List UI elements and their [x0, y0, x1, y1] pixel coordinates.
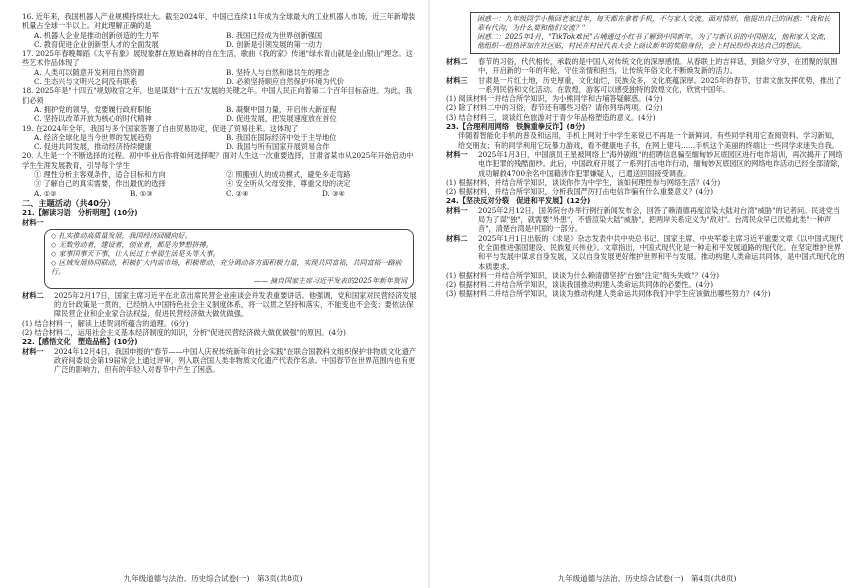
- material-text: 2025年2月12日，国务院台办举行例行新闻发布会，回答了赖清德再度渲染大陆对台湾"威胁"的记者问。民进党当局为了谋"独"，就需要"外患"，不惜渲染大陆"威胁"，把两岸关系定义为"敌对"。台湾民众早已厌倦此类"一种声音"，清楚台湾是中国的一部分。: [478, 205, 841, 234]
- option-b: B. 凝聚中国力量，开启伟大新征程: [226, 104, 337, 114]
- confusion-1: 困惑一：九年级同学小熊回老家过年，每天都在拿着手机，不与家人交流。面对情形，他提出自己的困惑："我和长辈有代沟，为什么要和他们交流？": [477, 15, 831, 32]
- question-stem: 17. 2025年春晚舞蹈《太平有象》展现象群在原始森林的自在生活，歌曲《我的家》传递"绿水青山就是金山银山"理念。这些艺术作品体现了: [22, 49, 413, 68]
- option-c: C. ②④: [226, 188, 249, 198]
- material-2: [22, 291, 418, 319]
- question-title: 21.【解读习语 分析明理】(10分): [22, 208, 138, 218]
- page-4: [434, 0, 860, 588]
- sub-question-1: (1) 根据材料，并结合所学知识，谈谈你作为中学生，该如何理性参与网络生活？(4分): [446, 177, 721, 187]
- material-1: [446, 150, 846, 178]
- material-label: 材料一: [22, 217, 44, 227]
- material-1: [22, 218, 418, 227]
- question-17: [22, 49, 418, 86]
- quote-line: ◇ 区域发展协同联动，积极扩大内需市场，积极带动，充分调动各方面积极力量，实现共同富裕，共同富裕一路前行。: [51, 258, 402, 276]
- quote-line: ◇ 家事国事天下事，让人民过上幸福生活是头等大事。: [51, 249, 220, 258]
- material-1: [446, 206, 846, 234]
- option-c: C. 教育促进企业创新型人才的全面发展: [34, 39, 159, 49]
- sub-question-1: (1) 结合材料一，解读上述贺词所蕴含的道理。(6分): [22, 318, 189, 328]
- material-text: 春节的习俗，代代相传，承载的是中国人对传统文化的深厚感情。从春联上的吉祥话，到除夕守岁，在团聚的氛围中，开启新的一年的年轮，守住亲情和担当，让传统年俗文化不断焕发新的活力。: [478, 57, 838, 76]
- option-b: B. 坚持人与自然和谐共生的理念: [226, 67, 330, 77]
- option-b: B. ①③: [130, 188, 153, 198]
- question-stem: 18. 2025年是"十四五"规划收官之年，也是谋划"十五五"发展的关键之年。中国人民正向着第二个百年目标奋进。为此，我们必须: [22, 86, 413, 105]
- question-24: [446, 196, 846, 298]
- confusion-box: [470, 12, 840, 54]
- material-1: [22, 347, 418, 375]
- material-label: 材料二: [446, 57, 468, 66]
- option-a: A. ①②: [34, 188, 57, 198]
- page-footer: 九年级道德与法治、历史综合试卷(一) 第4页(共8页): [557, 574, 737, 583]
- option-a: A. 人类可以随意开发利用自然资源: [34, 67, 145, 77]
- material-label: 材料三: [446, 75, 468, 85]
- question-stem: 20. 人生是一个不断选择的过程。初中毕业后你将如何选择呢？面对人生这一次重要选择，甘肃省某市从2025年开始启动中学生生涯发展教育，引导每个学生: [22, 151, 414, 170]
- statement-3: ③ 了解自己的真实需要，作出最优的选择: [34, 179, 166, 189]
- material-text: 2025年1月3日，中国演员王星被网络上"海外剧组"的招聘信息骗至缅甸妙瓦底园区进行电诈培训，再次揭开了网络电诈犯罪的残酷面纱。此后，中国政府开展了一系列打击电诈行动，缅甸妙瓦底园区的网络电诈活动已经全部清除，成功解救4700余名中国籍涉诈犯罪嫌疑人，已遣送回国接受调查。: [478, 149, 845, 178]
- option-a: A. 机器人企业是推动创新创造的生力军: [34, 30, 159, 40]
- material-2: [446, 234, 846, 271]
- material-2: [446, 57, 846, 76]
- page-divider: [428, 0, 430, 588]
- options-row: [22, 68, 418, 77]
- material-label: 材料二: [446, 233, 468, 243]
- statement-4: ④ 安全听从父母安排，尊重父母的决定: [226, 179, 351, 189]
- option-b: B. 我国在国际经济中处于主导地位: [226, 132, 337, 142]
- option-d: D. 创新是引领发展的第一动力: [226, 39, 323, 49]
- question-21: [22, 208, 418, 337]
- question-22: [22, 337, 418, 374]
- page-4-content: [446, 12, 846, 299]
- quote-box: [44, 229, 414, 289]
- confusion-2: 困惑二：2025年1月，"TikTok难民"古埔通过小红书了解到中国新年。为了与新认识的中国朋友，他和家人交流，他组织一组热评加在社区贴，村民在村民代表大会上商议新年的奖励身份，会上村民纷纷表达自己的想法。: [477, 33, 831, 50]
- question-19: [22, 124, 418, 152]
- options-row: [22, 133, 418, 142]
- quote-source: —— 摘自国家主席习近平发表的2025年新年贺词: [253, 276, 407, 285]
- material-text: 甘肃是一片红土地，历史厚重，文化灿烂，民族众多，文化底蕴深厚。2025年的春节，甘肃文旅发挥优势，推出了一系列民俗和文化活动。在敦煌，游客可以感受独特的敦煌文化，欣赏中国年。: [478, 75, 842, 94]
- statements-row: [22, 179, 418, 188]
- question-title: 22.【感悟文化 塑造品格】(10分): [22, 337, 138, 347]
- option-b: B. 我国已经成为世界创新强国: [226, 30, 323, 40]
- option-d: D. ③④: [322, 188, 345, 198]
- option-d: D. 促进发展，把发展速度放在首位: [226, 114, 337, 124]
- page-3-content: [22, 12, 418, 375]
- material-text: 2025年1月1日出版的《求是》杂志发表中共中央总书记、国家主席、中央军委主席习近平重要文章《以中国式现代化全面推进强国建设、民族复兴伟业》。文章指出，中国式现代化是一种走和平发展道路的现代化。在坚定维护世界和平与发展中谋求自身发展，又以自身发展更好维护世界和平与发展。推动构建人类命运共同体，是中国式现代化的本质要求。: [478, 233, 845, 271]
- sub-question-2: (2) 结合材料二，运用社会主义基本经济制度的知识，分析"促进民营经济做大做优做强"的原因。(4分): [22, 328, 346, 338]
- option-a: A. 经济全球化是当今世界的发展趋势: [34, 132, 152, 142]
- option-d: D. 我国与所有国家开展贸易合作: [226, 142, 330, 152]
- sub-question-1: (1) 阅读材料一并结合所学知识，为小熊同学和古埔答疑解惑。(4分): [446, 94, 663, 104]
- quote-line: ◇ 扎实推动高质量发展，我国经济回暖向好。: [51, 231, 192, 240]
- question-18: [22, 86, 418, 123]
- option-d: D. 必须坚持顺应自然保护环境为代价: [226, 77, 344, 87]
- options-row: [22, 40, 418, 49]
- question-stem: 16. 近年来，我国机器人产业规模持续壮大。截至2024年，中国已连续11年成为全球最大的工业机器人市场，近三年新增装机量占全球一半以上。对此理解正确的是: [22, 12, 416, 31]
- question-title: 24.【坚决反对分裂 促进和平发展】(12分): [446, 196, 591, 206]
- sub-question-3: (3) 根据材料二并结合所学知识，谈谈为推动构建人类命运共同体我们中学生应该做出哪些努力？(4分): [446, 289, 771, 299]
- page-footer: 九年级道德与法治、历史综合试卷(一) 第3页(共8页): [123, 574, 303, 583]
- question-20: [22, 151, 418, 197]
- sub-question-2: (2) 除了材料二中的习俗，春节还有哪些习俗？请你列举两项。(2分): [446, 103, 663, 113]
- sub-question-2: (2) 根据材料二并结合所学知识，谈谈我国推动构建人类命运共同体的必要性。(4分): [446, 280, 714, 290]
- statements-row: [22, 170, 418, 179]
- options-row: [22, 77, 418, 86]
- sub-question-1: (1) 根据材料一并结合所学知识，谈谈为什么赖清德坚持"台独"注定"彻头失败"？(4分): [446, 270, 720, 280]
- material-3: [446, 76, 846, 95]
- section-title: 二、主题活动（共40分）: [22, 197, 116, 208]
- statement-1: ① 理性分析主客观条件，适合目标和方向: [34, 170, 166, 180]
- option-a: A. 拥护党的领导，党要履行政府职能: [34, 104, 152, 114]
- option-c: C. 促进共同发展，推动经济持续健康: [34, 142, 152, 152]
- material-label: 材料一: [22, 346, 44, 356]
- options-row: [22, 189, 418, 198]
- option-c: C. 生态兴与文明兴之间没有联系: [34, 77, 138, 87]
- material-label: 材料一: [446, 149, 468, 159]
- intro-text: 伴随着智能化手机的普及和运用，手机上网对于中学生来说已不再是一个新鲜词。有些同学利用它查阅资料、学习新知，给交朋友；有的同学利用它玩暴力游戏，看不健康电子书，在网上建马……手机这个美丽的终端让一些同学求迷失自我。: [458, 131, 839, 150]
- material-text: 2025年2月17日，国家主席习近平在北京出席民营企业座谈会并发表重要讲话。他强调，党和国家对民营经济发展的方针政策是一贯的，已经纳入中国特色社会主义制度体系，将一以贯之坚持和落实，不能变也不会变；要依法保障民营企业和企业家合法权益，促进民营经济做大做优做强。: [54, 290, 417, 319]
- options-row: [22, 114, 418, 123]
- question-23: [446, 122, 846, 196]
- statement-2: ② 照搬别人的成功模式，避免多走弯路: [226, 170, 351, 180]
- quote-line: ◇ 无数劳动者，建设者，创业者，都是为梦想拼搏。: [51, 240, 213, 249]
- option-c: C. 坚持以改革开放为核心的时代精神: [34, 114, 152, 124]
- material-label: 材料二: [22, 290, 44, 300]
- options-row: [22, 31, 418, 40]
- question-16: [22, 12, 418, 49]
- options-row: [22, 105, 418, 114]
- material-label: 材料一: [446, 205, 468, 215]
- page-3: [0, 0, 426, 588]
- options-row: [22, 142, 418, 151]
- question-stem: 19. 在2024年全年，我国与多个国家签署了自由贸易协定，促进了贸易往来。这体现了: [22, 123, 299, 133]
- material-text: 2024年12月4日，我国申报的"春节——中国人庆祝传统新年的社会实践"在联合国教科文组织保护非物质文化遗产政府间委员会第19届常会上通过评审，列入联合国人类非物质文化遗产代表作名录。中国春节在世界范围内也有更广泛的影响力，但有的年轻人对春节中产生了困惑。: [54, 346, 417, 375]
- sub-question-2: (2) 根据材料，并结合所学知识，分析我国严厉打击电信诈骗有什么重要意义？(4分): [446, 187, 714, 197]
- question-title: 23.【合理利用网络 铁腕重拳反诈】(8分): [446, 122, 586, 132]
- sub-question-3: (3) 结合材料三，谈谈红色旅游对于青少年品格塑造的意义。(4分): [446, 112, 656, 122]
